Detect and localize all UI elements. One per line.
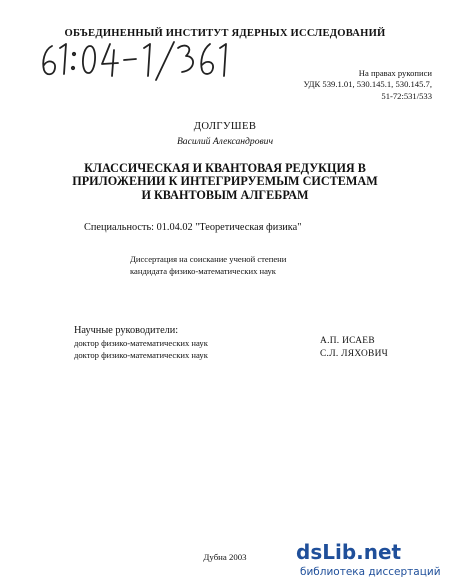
watermark-brand: dsLib.net xyxy=(296,540,402,564)
supervisor-name: А.П. ИСАЕВ xyxy=(320,336,375,346)
supervisor-name: С.Л. ЛЯХОВИЧ xyxy=(320,349,389,359)
author-name: Василий Александрович xyxy=(176,136,274,147)
title-line-1: КЛАССИЧЕСКАЯ И КВАНТОВАЯ РЕДУКЦИЯ В xyxy=(84,161,366,175)
place-year: Дубна 2003 xyxy=(203,552,247,562)
watermark-subtitle: библиотека диссертаций xyxy=(300,566,441,578)
specialty-line: Специальность: 01.04.02 "Теоретическая физика" xyxy=(84,222,302,233)
handwritten-archive-code xyxy=(38,40,258,82)
degree-line-1: Диссертация на соискание ученой степени xyxy=(130,254,287,264)
rights-block xyxy=(242,68,432,102)
institute-name: ОБЪЕДИНЕННЫЙ ИНСТИТУТ ЯДЕРНЫХ ИССЛЕДОВАНИЙ xyxy=(64,28,386,39)
degree-statement xyxy=(130,253,286,277)
supervisors-label: Научные руководители: xyxy=(74,325,179,336)
supervisor-degree: доктор физико-математических наук xyxy=(74,338,208,348)
title-line-2: ПРИЛОЖЕНИИ К ИНТЕГРИРУЕМЫМ СИСТЕМАМ xyxy=(72,174,378,189)
udk-line-2: 51-72:531/533 xyxy=(381,90,432,101)
supervisor-degree: доктор физико-математических наук xyxy=(74,350,208,360)
dslib-watermark[interactable] xyxy=(282,540,450,582)
degree-line-2: кандидата физико-математических наук xyxy=(130,266,276,276)
dissertation-title xyxy=(0,162,450,202)
author-surname: ДОЛГУШЕВ xyxy=(193,121,257,132)
title-line-3: И КВАНТОВЫМ АЛГЕБРАМ xyxy=(141,187,309,202)
udk-line-1: УДК 539.1.01, 530.145.1, 530.145.7, xyxy=(303,79,432,90)
rights-note: На правах рукописи xyxy=(358,68,432,78)
